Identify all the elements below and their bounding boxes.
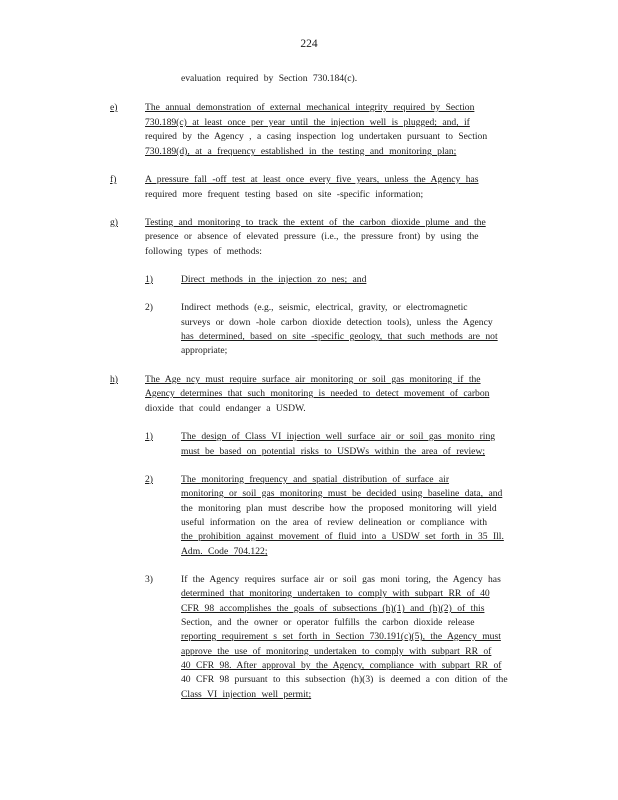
item-h3-line-1: If the Agency requires surface air or soil gas moni toring, the Agency has	[181, 574, 501, 585]
item-f-label: f)	[110, 174, 117, 185]
item-g-label: g)	[110, 217, 118, 228]
item-g2-label: 2)	[145, 302, 153, 313]
item-h-line-2: Agency determines that such monitoring is needed to detect movement of carbon	[145, 388, 490, 399]
item-h2-label: 2)	[145, 474, 153, 485]
page-number: 224	[300, 38, 318, 50]
item-g-line-2: presence or absence of elevated pressure (i.e., the pressure front) by using the	[145, 231, 479, 242]
intro-line-1: evaluation required by Section 730.184(c).	[181, 73, 358, 84]
item-g2-line-3: has determined, based on site -specific geology, that such methods are not	[181, 331, 498, 342]
item-h3-line-8: 40 CFR 98 pursuant to this subsection (h)(3) is deemed a con dition of the	[181, 674, 508, 685]
item-h1-line-1: The design of Class VI injection well surface air or soil gas monito ring	[181, 431, 496, 442]
item-h-line-3: dioxide that could endanger a USDW.	[145, 403, 306, 414]
item-h1-line-2: must be based on potential risks to USDWs within the area of review;	[181, 446, 486, 457]
item-h3-line-2: determined that monitoring undertaken to comply with subpart RR of 40	[181, 588, 490, 599]
item-h2-line-3: the monitoring plan must describe how the proposed monitoring will yield	[181, 503, 497, 514]
item-h2-line-2: monitoring or soil gas monitoring must be decided using baseline data, and	[181, 488, 503, 499]
item-g2-line-1: Indirect methods (e.g., seismic, electrical, gravity, or electromagnetic	[181, 302, 468, 313]
item-g1-line-1: Direct methods in the injection zo nes; and	[181, 274, 367, 285]
item-g-line-3: following types of methods:	[145, 246, 262, 257]
item-h3-line-9: Class VI injection well permit;	[181, 689, 312, 700]
item-h2-line-4: useful information on the area of review delineation or compliance with	[181, 517, 487, 528]
item-g2-line-2: surveys or down -hole carbon dioxide detection tools), unless the Agency	[181, 317, 493, 328]
item-e-line-1: The annual demonstration of external mechanical integrity required by Section	[145, 102, 475, 113]
item-e-label: e)	[110, 102, 118, 113]
item-g-line-1: Testing and monitoring to track the extent of the carbon dioxide plume and the	[145, 217, 486, 228]
item-h3-line-5: reporting requirement s set forth in Section 730.191(c)(5), the Agency must	[181, 631, 501, 642]
item-h3-line-6: approve the use of monitoring undertaken to comply with subpart RR of	[181, 646, 492, 657]
item-f-line-2: required more frequent testing based on site -specific information;	[145, 189, 424, 200]
item-h3-line-7: 40 CFR 98. After approval by the Agency, compliance with subpart RR of	[181, 660, 502, 671]
item-e-line-3: required by the Agency , a casing inspection log undertaken pursuant to Section	[145, 131, 488, 142]
item-h3-label: 3)	[145, 574, 153, 585]
item-f-line-1: A pressure fall -off test at least once every five years, unless the Agency has	[145, 174, 479, 185]
item-e-line-4: 730.189(d), at a frequency established in the testing and monitoring plan;	[145, 146, 457, 157]
item-g2-line-4: appropriate;	[181, 345, 228, 356]
item-h2-line-1: The monitoring frequency and spatial distribution of surface air	[181, 474, 450, 485]
item-h1-label: 1)	[145, 431, 153, 442]
item-h2-line-5: the prohibition against movement of fluid into a USDW set forth in 35 Ill.	[181, 531, 504, 542]
item-e-line-2: 730.189(c) at least once per year until the injection well is plugged; and, if	[145, 117, 470, 128]
item-h2-line-6: Adm. Code 704.122;	[181, 546, 268, 557]
item-g1-label: 1)	[145, 274, 153, 285]
item-h-label: h)	[110, 374, 118, 385]
item-h-line-1: The Age ncy must require surface air monitoring or soil gas monitoring if the	[145, 374, 481, 385]
item-h3-line-3: CFR 98 accomplishes the goals of subsections (h)(1) and (h)(2) of this	[181, 603, 485, 614]
item-h3-line-4: Section, and the owner or operator fulfills the carbon dioxide release	[181, 617, 475, 628]
